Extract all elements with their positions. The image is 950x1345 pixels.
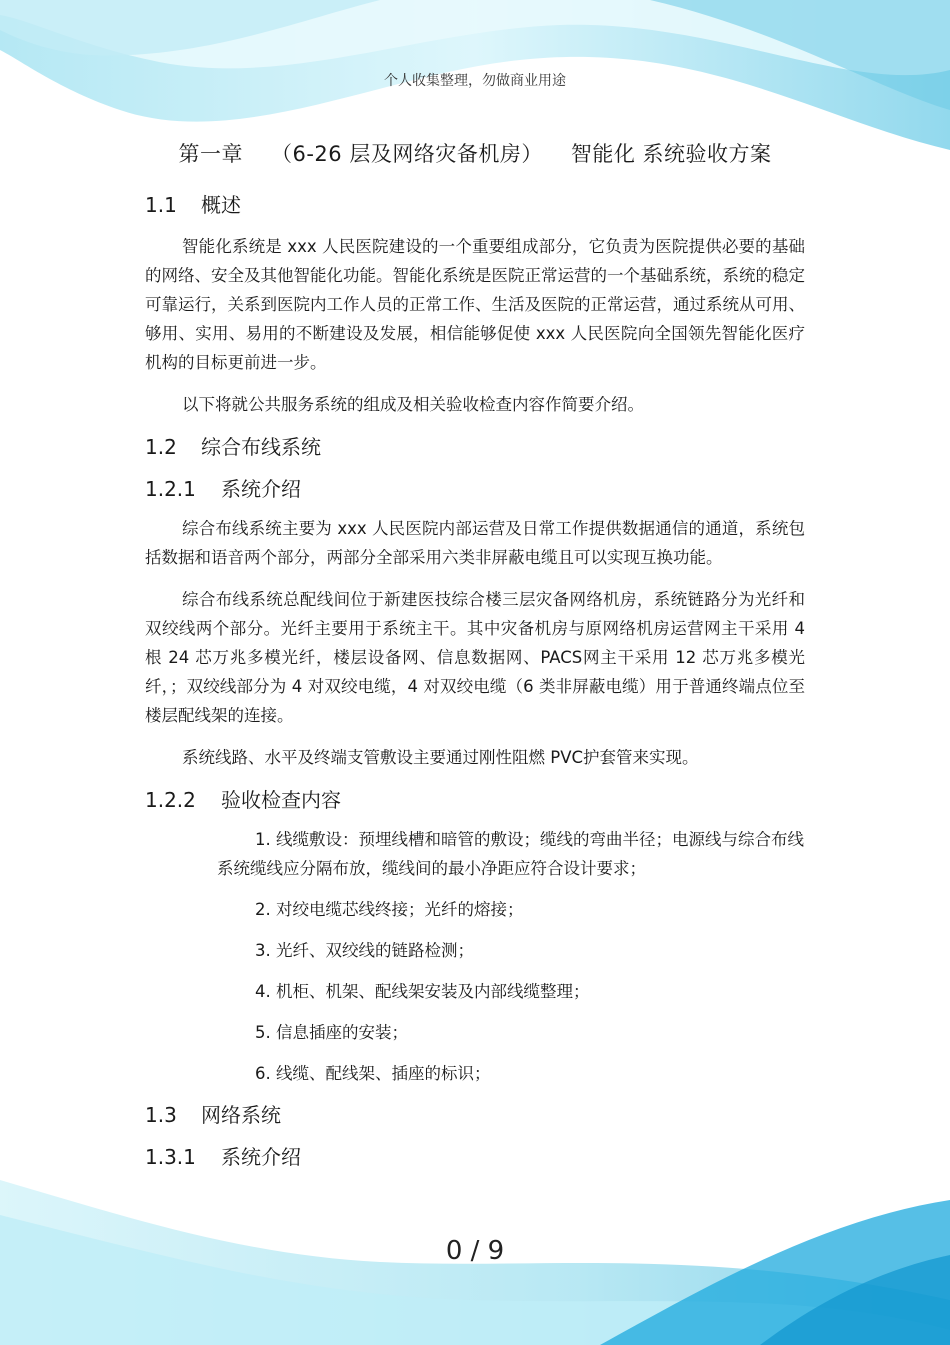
paragraph: 以下将就公共服务系统的组成及相关验收检查内容作简要介绍。 <box>182 395 644 414</box>
paragraph: 系统线路、水平及终端支管敷设主要通过刚性阻燃 PVC护套管来实现。 <box>182 748 699 767</box>
list-item: 4. 机柜、机架、配线架安装及内部线缆整理； <box>255 982 590 1001</box>
document-body <box>145 190 805 1182</box>
inspection-list <box>145 825 805 1088</box>
subsection-heading-1-3-1 <box>145 1142 805 1172</box>
subsection-title: 系统介绍 <box>221 1145 301 1169</box>
section-number: 1.1 <box>145 193 177 217</box>
paragraph: 智能化系统是 xxx 人民医院建设的一个重要组成部分，它负责为医院提供必要的基础的网络、安全及其他智能化功能。智能化系统是医院正常运营的一个基础系统，系统的稳定可靠运行，关系到医院内工作人员的正常工作、生活及医院的正常运营，通过系统从可用、够用、实用、易用的不断建设及发展，相信能够促使 xxx 人民医院向全国领先智能化医疗机构的目标更前进一步。 <box>145 237 805 372</box>
list-item: 6. 线缆、配线架、插座的标识； <box>255 1064 491 1083</box>
paragraph: 综合布线系统总配线间位于新建医技综合楼三层灾备网络机房，系统链路分为光纤和双绞线两个部分。光纤主要用于系统主干。其中灾备机房与原网络机房运营网主干采用 4 根 24 芯万兆多模光纤，楼层设备网、信息数据网、PACS网主干采用 12 芯万兆多模光纤，；双绞线部分为 4 对双绞电缆，4 对双绞电缆（6 类非屏蔽电缆）用于普通终端点位至楼层配线架的连接。 <box>145 590 805 725</box>
subsection-number: 1.2.2 <box>145 788 196 812</box>
subsection-heading-1-2-1 <box>145 474 805 504</box>
list-item: 3. 光纤、双绞线的链路检测； <box>255 941 474 960</box>
section-heading-1-1 <box>145 190 805 220</box>
subsection-number: 1.3.1 <box>145 1145 196 1169</box>
paragraph: 综合布线系统主要为 xxx 人民医院内部运营及日常工作提供数据通信的通道，系统包括数据和语音两个部分，两部分全部采用六类非屏蔽电缆且可以实现互换功能。 <box>145 519 805 567</box>
chapter-scope: （6-26 层及网络灾备机房） <box>270 142 543 166</box>
chapter-subject: 智能化 系统验收方案 <box>570 142 772 166</box>
section-title: 概述 <box>201 193 241 217</box>
chapter-label: 第一章 <box>178 142 243 166</box>
subsection-number: 1.2.1 <box>145 477 196 501</box>
section-number: 1.2 <box>145 435 177 459</box>
subsection-heading-1-2-2 <box>145 785 805 815</box>
list-item: 2. 对绞电缆芯线终接；光纤的熔接； <box>255 900 524 919</box>
list-item: 5. 信息插座的安装； <box>255 1023 408 1042</box>
chapter-title <box>0 138 950 168</box>
list-item: 1. 线缆敷设：预埋线槽和暗管的敷设；缆线的弯曲半径；电源线与综合布线系统缆线应分隔布放，缆线间的最小净距应符合设计要求； <box>217 830 804 878</box>
header-note: 个人收集整理，勿做商业用途 <box>384 73 566 89</box>
subsection-title: 验收检查内容 <box>221 788 341 812</box>
section-title: 综合布线系统 <box>201 435 321 459</box>
page-number: 0 / 9 <box>445 1236 505 1266</box>
section-heading-1-3 <box>145 1100 805 1130</box>
section-title: 网络系统 <box>201 1103 281 1127</box>
section-heading-1-2 <box>145 432 805 462</box>
section-number: 1.3 <box>145 1103 177 1127</box>
subsection-title: 系统介绍 <box>221 477 301 501</box>
